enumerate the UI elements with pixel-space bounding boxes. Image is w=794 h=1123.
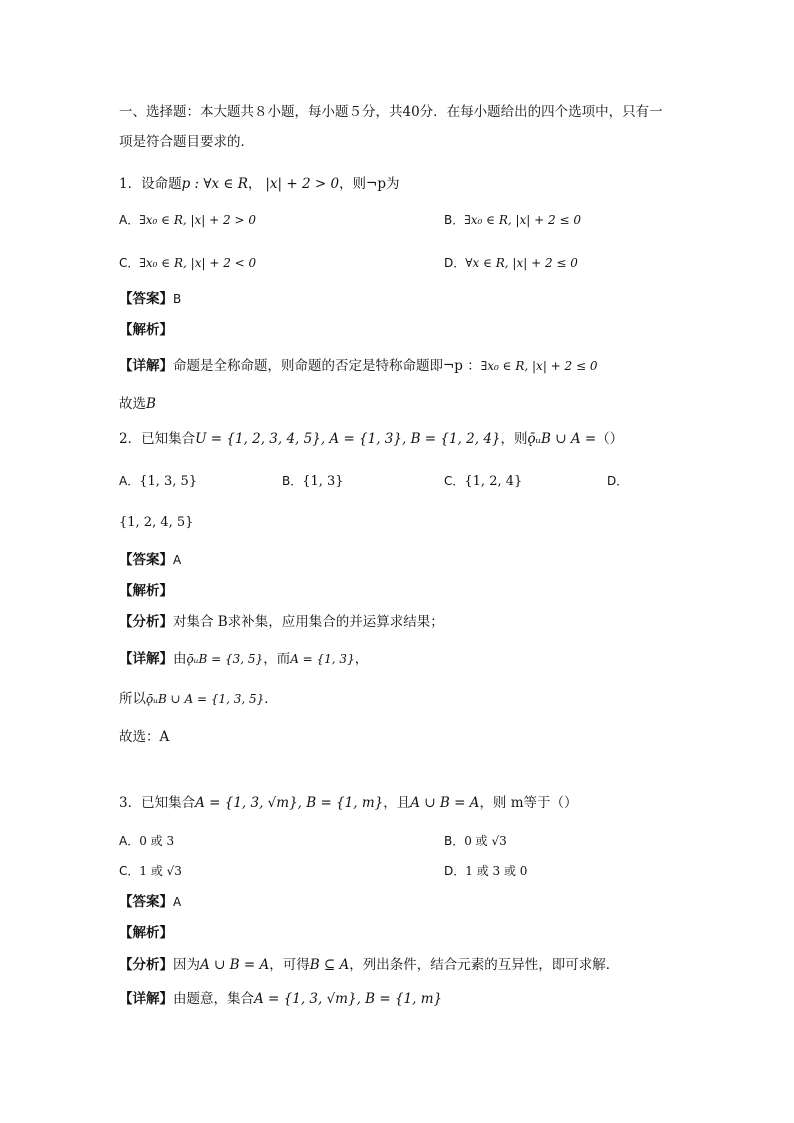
section-header-line1: 一、选择题：本大题共８小题，每小题５分，共40分．在每小题给出的四个选项中，只有一: [119, 104, 663, 120]
detail-tag: 【详解】: [119, 358, 173, 374]
question-2-detail: [119, 650, 368, 668]
fenxi-tag: 【分析】: [119, 957, 173, 973]
question-2-so: [119, 690, 278, 708]
question-1-answer: [119, 290, 181, 308]
option-label: B．: [282, 474, 303, 488]
question-3-option-c: [119, 862, 182, 880]
option-text: ∃x₀ ∈ R, |x| + 2 ≤ 0: [464, 213, 581, 227]
question-2-parens: （）: [596, 431, 624, 447]
question-3-option-a: [119, 832, 174, 850]
detail-mid: ，而: [263, 651, 291, 667]
question-2-option-d: [607, 472, 628, 490]
so-prefix: 所以: [119, 691, 146, 707]
option-text: {1, 3, 5}: [139, 474, 198, 489]
question-1-separator: ，: [247, 176, 262, 192]
detail-expression-1: ǭᵤB = {3, 5}: [186, 652, 264, 666]
option-text: {1, 3}: [302, 474, 344, 489]
question-3-number: 3．已知集合: [119, 795, 196, 811]
question-1-stem: [119, 175, 400, 193]
question-1-option-a: [119, 211, 256, 229]
option-text: 1 或 3 或 0: [465, 864, 528, 878]
answer-value: B: [173, 292, 182, 306]
option-text: ∃x₀ ∈ R, |x| + 2 < 0: [139, 256, 257, 270]
question-1-condition: |x| + 2 > 0: [265, 176, 340, 192]
question-3-answer: [119, 893, 181, 911]
answer-tag: 【答案】: [119, 894, 173, 910]
detail-tag: 【详解】: [119, 651, 173, 667]
analysis-tag: 【解析】: [119, 925, 173, 941]
conclusion-prefix: 故选: [119, 396, 146, 412]
fenxi-expression-2: B ⊆ A: [309, 957, 350, 973]
question-1-option-d: [444, 254, 578, 272]
so-expression: ǭᵤB ∪ A = {1, 3, 5}: [146, 692, 265, 706]
question-3-mid: ，且: [383, 795, 411, 811]
fenxi-expression-1: A ∪ B = A: [200, 957, 270, 973]
option-label: A．: [119, 834, 140, 848]
so-suffix: ．: [264, 691, 278, 707]
option-text: 0 或 √3: [464, 834, 507, 848]
question-2-option-b: [282, 472, 344, 491]
fenxi-suffix: ，列出条件，结合元素的互异性，即可求解．: [349, 957, 620, 973]
conclusion-value: B: [146, 396, 156, 412]
question-2-option-a: [119, 472, 197, 491]
option-label: D．: [444, 864, 466, 878]
option-label: D．: [444, 256, 466, 270]
question-2-mid: ，则: [500, 431, 528, 447]
question-2-conclusion: 故选：A: [119, 729, 170, 745]
option-label: C．: [444, 474, 465, 488]
question-2-sets: U = {1, 2, 3, 4, 5}, A = {1, 3}, B = {1, 2, 4}: [195, 431, 501, 447]
option-label: B．: [444, 834, 465, 848]
question-2-option-c: [444, 472, 522, 491]
detail-suffix: ，: [354, 651, 369, 667]
option-label: A．: [119, 474, 140, 488]
fenxi-prefix: 因为: [173, 957, 200, 973]
answer-value: A: [173, 553, 182, 567]
question-1-option-c: [119, 254, 256, 272]
option-text: ∃x₀ ∈ R, |x| + 2 > 0: [139, 213, 256, 227]
question-2-number: 2．已知集合: [119, 431, 196, 447]
fenxi-tag: 【分析】: [119, 614, 173, 630]
option-text: 1 或 √3: [139, 864, 182, 878]
analysis-tag: 【解析】: [119, 583, 173, 599]
fenxi-text: 对集合 B求补集，应用集合的并运算求结果；: [173, 614, 444, 630]
question-2-target: ǭᵤB ∪ A =: [527, 431, 597, 447]
answer-tag: 【答案】: [119, 552, 173, 568]
question-3-fenxi: [119, 956, 619, 974]
question-1-proposition: p : ∀x ∈ R: [181, 176, 248, 192]
option-text: 0 或 3: [139, 834, 175, 848]
detail-prefix: 由题意，集合: [173, 991, 254, 1007]
section-header-line2: 项是符合题目要求的．: [119, 134, 254, 150]
option-label: C．: [119, 864, 140, 878]
analysis-tag: 【解析】: [119, 322, 173, 338]
question-1-suffix: ，则¬p为: [339, 176, 400, 192]
question-3-condition: A ∪ B = A: [410, 795, 480, 811]
option-label: C．: [119, 256, 140, 270]
option-text: {1, 2, 4, 5}: [119, 515, 194, 530]
answer-value: A: [173, 895, 182, 909]
detail-expression-2: A = {1, 3}: [290, 652, 355, 666]
answer-tag: 【答案】: [119, 291, 173, 307]
option-text: ∀x ∈ R, |x| + 2 ≤ 0: [465, 256, 578, 270]
detail-text: 命题是全称命题，则命题的否定是特称命题即¬p ：: [173, 358, 481, 374]
question-2-fenxi: [119, 613, 444, 631]
question-3-sets: A = {1, 3, √m}, B = {1, m}: [195, 795, 384, 811]
question-1-number: 1．设命题: [119, 176, 182, 192]
question-3-stem: [119, 794, 578, 812]
question-3-option-d: [444, 862, 527, 880]
question-3-analysis-tag: [119, 924, 173, 942]
question-1-analysis-tag: [119, 321, 173, 339]
question-3-detail: [119, 990, 442, 1008]
option-label: A．: [119, 213, 140, 227]
question-2-analysis-tag: [119, 582, 173, 600]
question-2-option-d-wrapped: [119, 513, 193, 532]
fenxi-mid: ，可得: [269, 957, 310, 973]
option-text: {1, 2, 4}: [464, 474, 523, 489]
question-1-detail: [119, 357, 598, 375]
question-3-suffix: ，则 m等于（）: [479, 795, 578, 811]
option-label: B．: [444, 213, 465, 227]
question-1-option-b: [444, 211, 581, 229]
question-2-stem: [119, 430, 623, 448]
detail-expression: A = {1, 3, √m}, B = {1, m}: [254, 991, 443, 1007]
detail-expression: ∃x₀ ∈ R, |x| + 2 ≤ 0: [480, 359, 598, 373]
detail-prefix: 由: [173, 651, 187, 667]
detail-tag: 【详解】: [119, 991, 173, 1007]
question-3-option-b: [444, 832, 507, 850]
question-1-conclusion: [119, 395, 156, 413]
option-label: D．: [607, 474, 629, 488]
question-2-answer: [119, 551, 181, 569]
